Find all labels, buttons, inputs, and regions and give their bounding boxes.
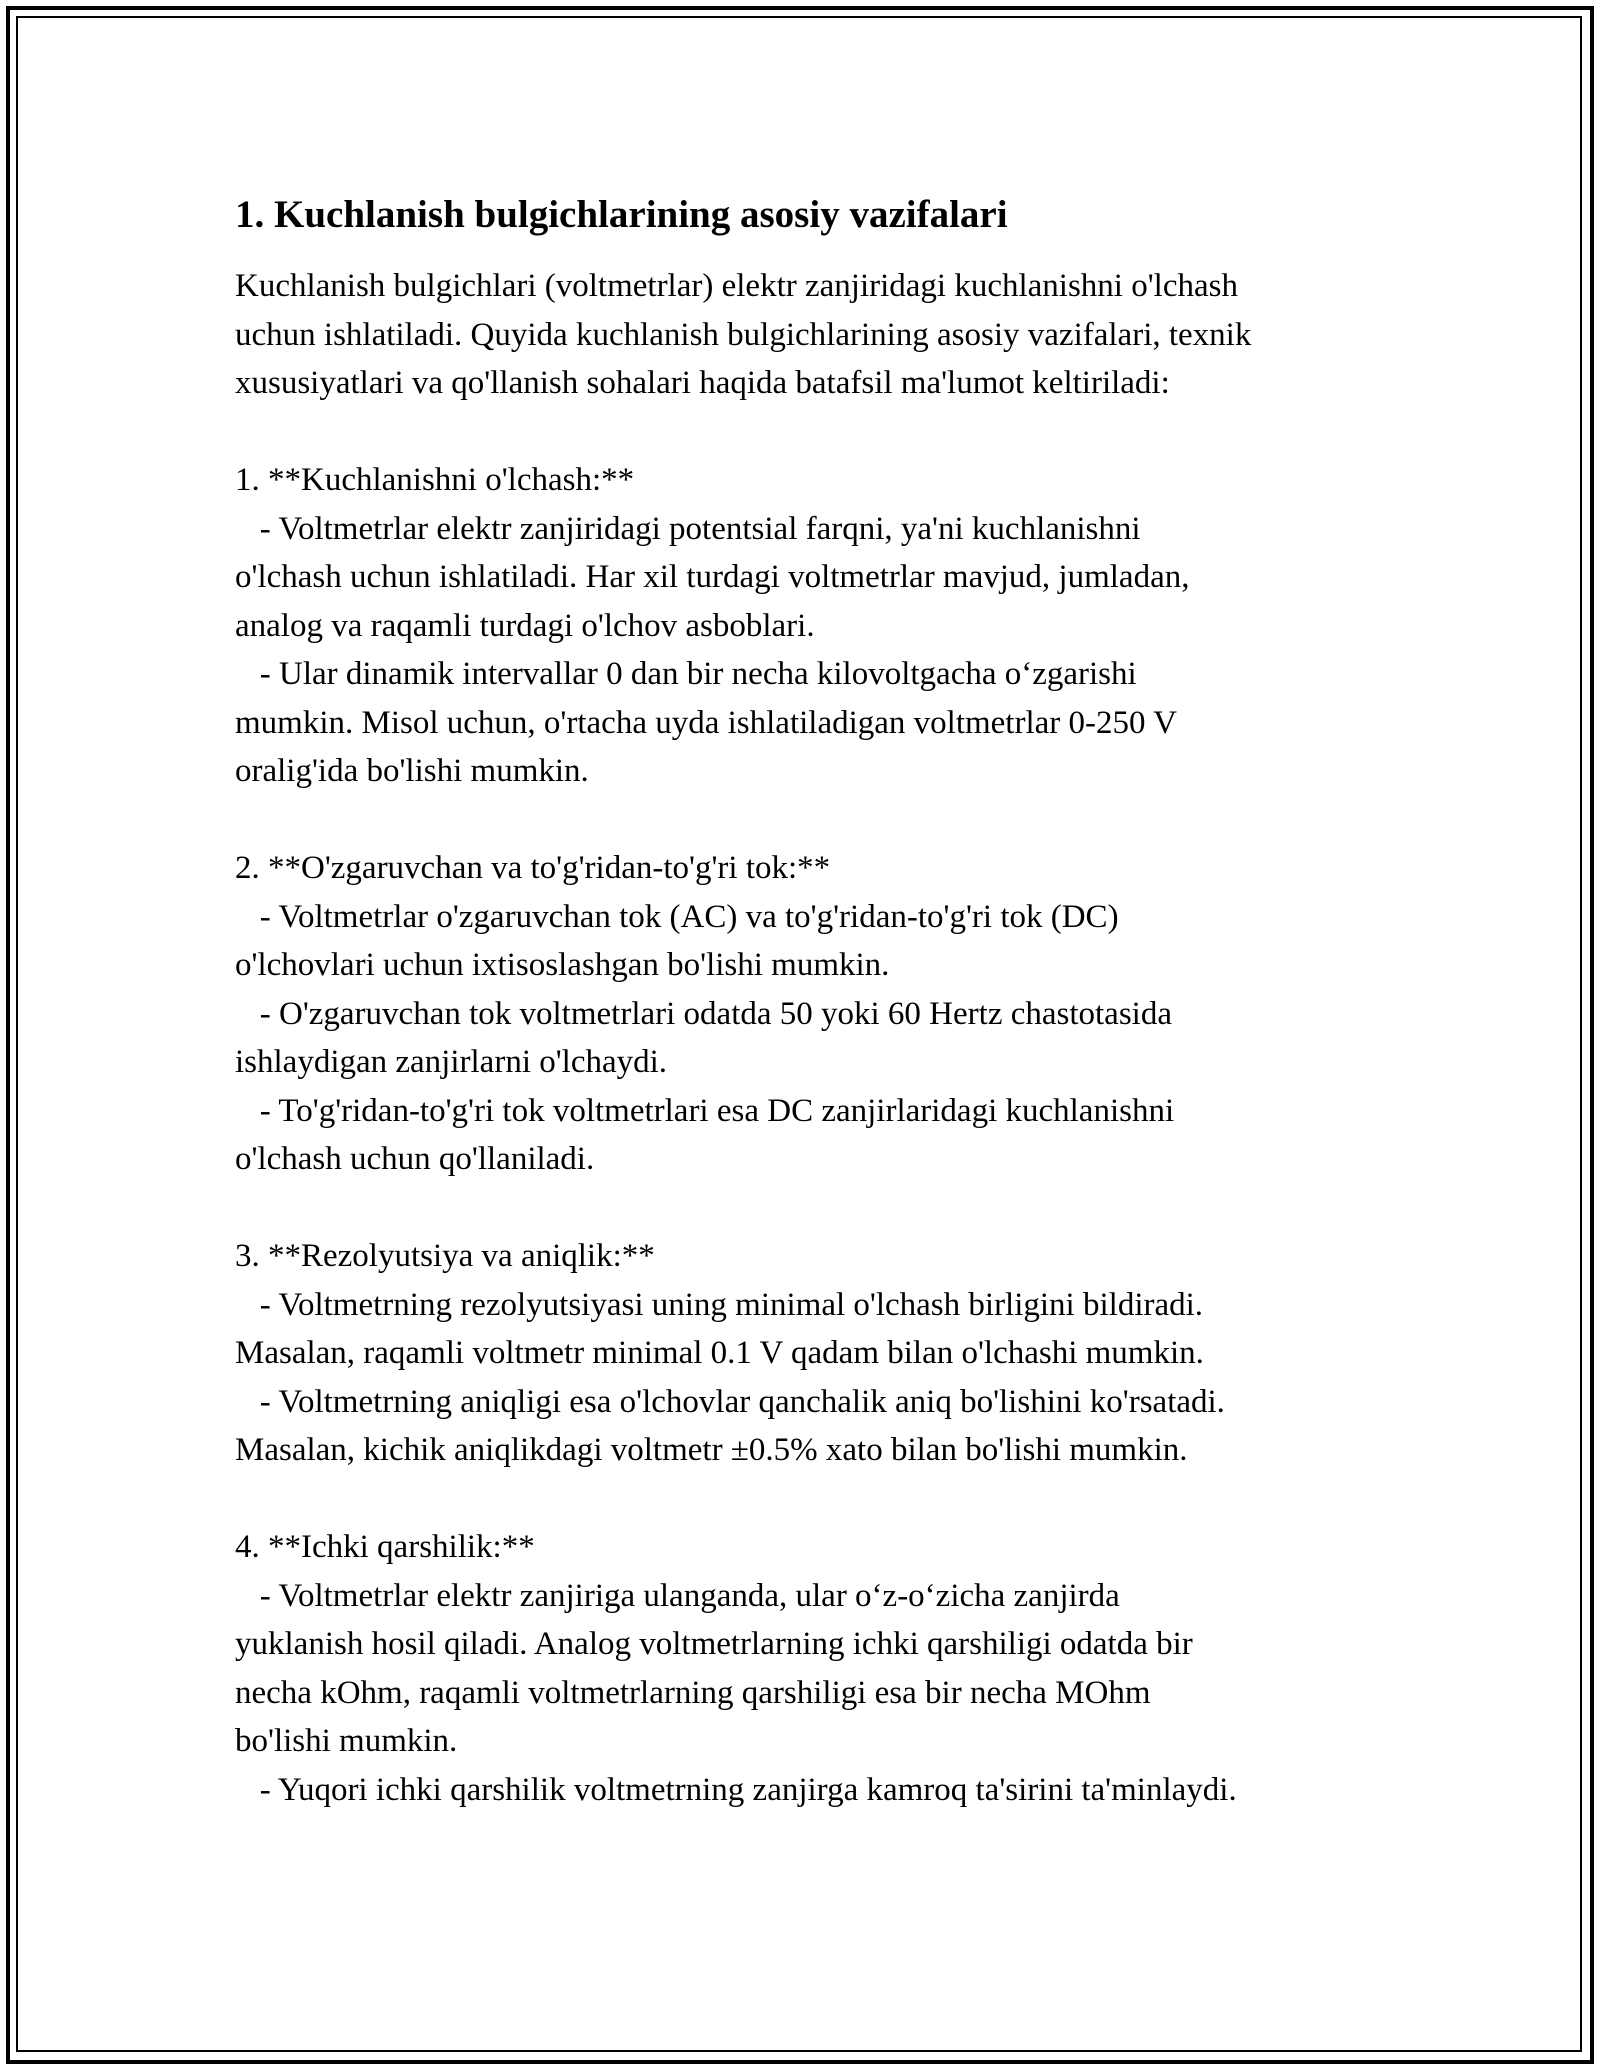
section-ac-dc [235,844,1375,1184]
bullet-item: - Voltmetrning aniqligi esa o'lchovlar qanchalik aniq bo'lishini ko'rsatadi. Masalan, kichik aniqlikdagi voltmetr ±0.5% xato bilan bo'lishi mumkin. [235,1383,1225,1468]
section-title: 1. **Kuchlanishni o'lchash:** [235,462,635,498]
bullet-item: - Ular dinamik intervallar 0 dan bir necha kilovoltgacha o‘zgarishi mumkin. Misol uchun, o'rtacha uyda ishlatiladigan voltmetrlar 0-250 V oralig'ida bo'lishi mumkin. [235,656,1177,789]
document-page [235,188,1375,1814]
bullet-item: - Voltmetrlar o'zgaruvchan tok (AC) va to'g'ridan-to'g'ri tok (DC) o'lchovlari uchun ixtisoslashgan bo'lishi mumkin. [235,898,1119,983]
bullet-item: - To'g'ridan-to'g'ri tok voltmetrlari esa DC zanjirlaridagi kuchlanishni o'lchash uchun qo'llaniladi. [235,1092,1175,1177]
bullet-item: - Voltmetrlar elektr zanjiridagi potentsial farqni, ya'ni kuchlanishni o'lchash uchun ishlatiladi. Har xil turdagi voltmetrlar mavjud, jumladan, analog va raqamli turdagi o'lchov asboblari. [235,510,1190,644]
document-heading: 1. Kuchlanish bulgichlarining asosiy vazifalari [235,193,1008,236]
section-title: 4. **Ichki qarshilik:** [235,1529,535,1565]
section-resolution-accuracy [235,1232,1375,1475]
bullet-item: - Voltmetrning rezolyutsiyasi uning minimal o'lchash birligini bildiradi. Masalan, raqamli voltmetr minimal 0.1 V qadam bilan o'lchashi mumkin. [235,1286,1204,1371]
bullet-item: - Voltmetrlar elektr zanjiriga ulanganda, ular o‘z-o‘zicha zanjirda yuklanish hosil qiladi. Analog voltmetrlarning ichki qarshiligi odatda bir necha kOhm, raqamli voltmetrlarning qarshiligi esa bir necha MOhm bo'lishi mumkin. [235,1577,1193,1759]
section-title: 3. **Rezolyutsiya va aniqlik:** [235,1238,655,1274]
bullet-item: - Yuqori ichki qarshilik voltmetrning zanjirga kamroq ta'sirini ta'minlaydi. [235,1771,1237,1808]
bullet-item: - O'zgaruvchan tok voltmetrlari odatda 50 yoki 60 Hertz chastotasida ishlaydigan zanjirlarni o'lchaydi. [235,995,1172,1080]
section-voltage-measurement [235,456,1375,796]
section-internal-resistance [235,1523,1375,1814]
section-title: 2. **O'zgaruvchan va to'g'ridan-to'g'ri tok:** [235,850,831,886]
intro-paragraph: Kuchlanish bulgichlari (voltmetrlar) elektr zanjiridagi kuchlanishni o'lchash uchun ishlatiladi. Quyida kuchlanish bulgichlarining asosiy vazifalari, texnik xususiyatlari va qo'llanish sohalari haqida batafsil ma'lumot keltiriladi: [235,268,1252,401]
